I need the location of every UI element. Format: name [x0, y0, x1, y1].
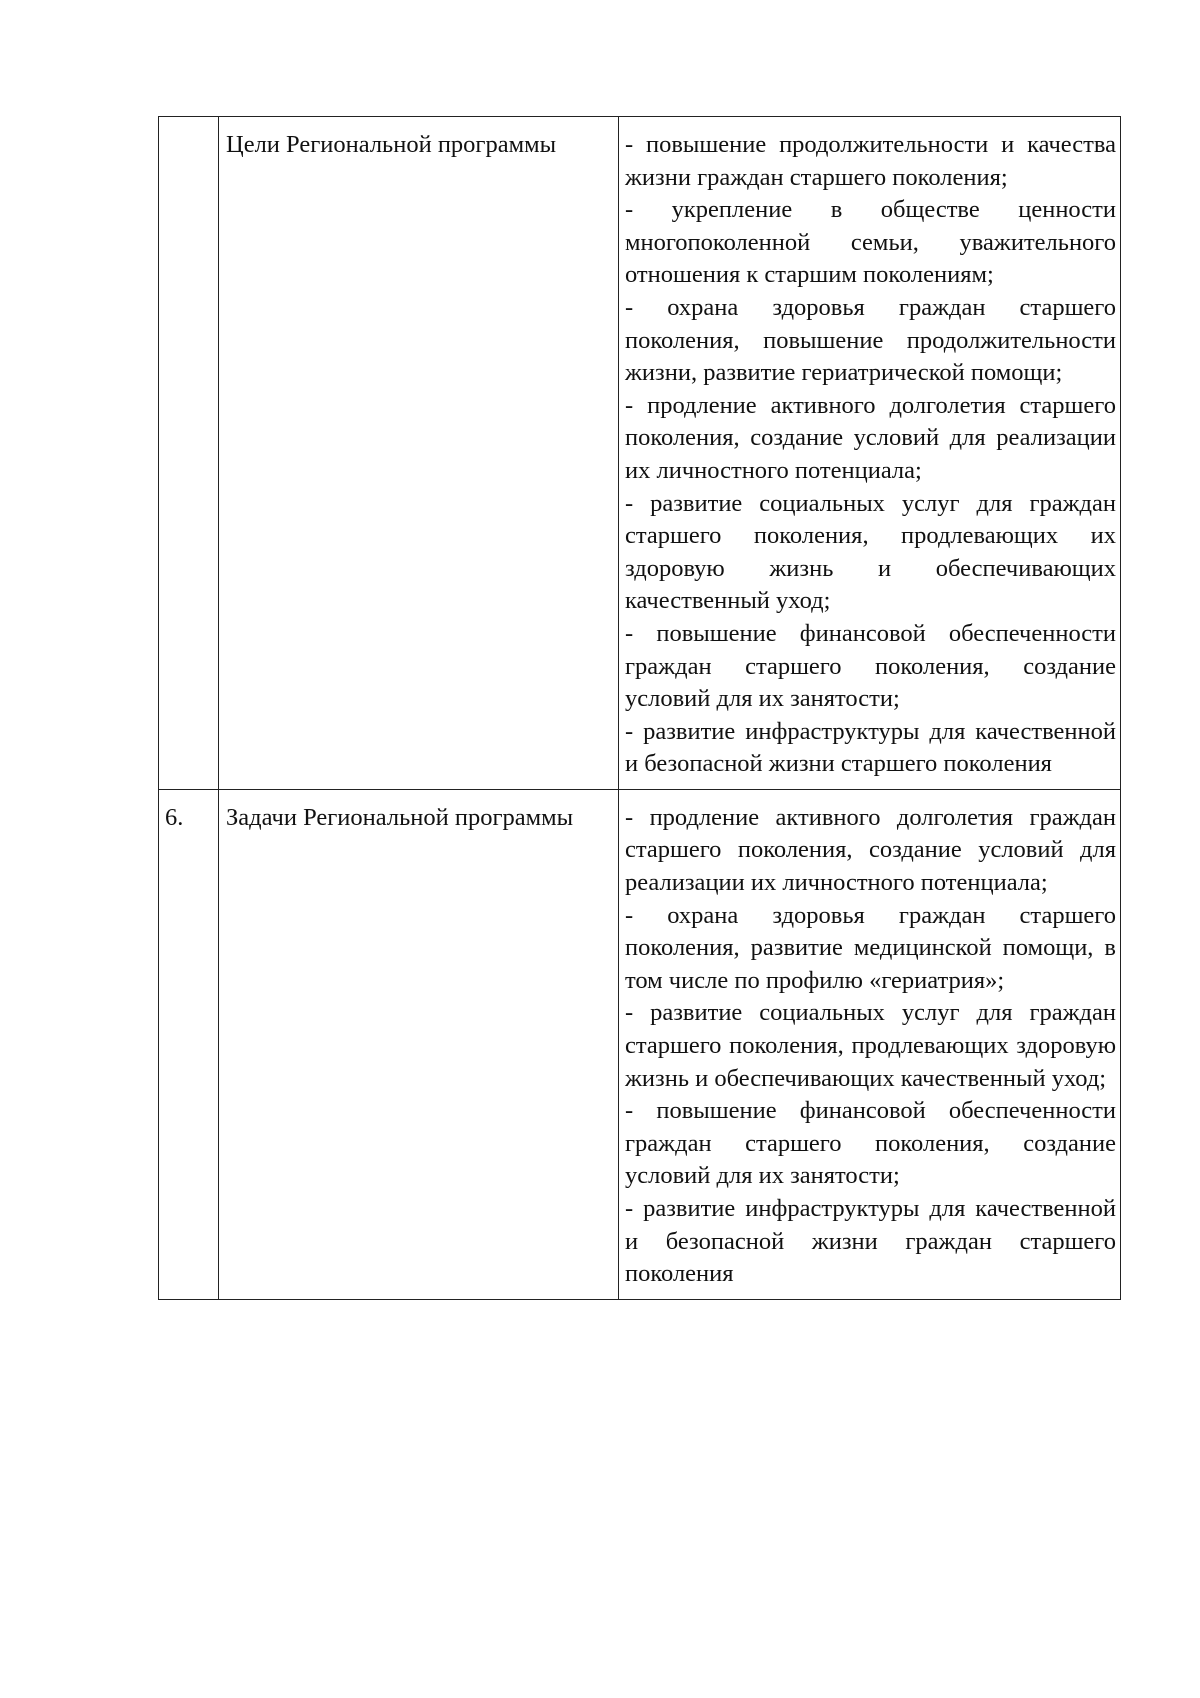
row-label-cell	[219, 117, 619, 790]
goal-item: - развитие инфраструктуры для качественной и безопасной жизни старшего поколения	[625, 717, 1116, 778]
goal-item: - повышение финансовой обеспеченности граждан старшего поколения, создание условий для их занятости;	[625, 619, 1116, 713]
table-row-goals	[159, 117, 1121, 790]
table-row-tasks	[159, 789, 1121, 1299]
goal-item: - повышение продолжительности и качества жизни граждан старшего поколения;	[625, 131, 1116, 191]
row-number-cell	[159, 789, 219, 1299]
task-item: - продление активного долголетия граждан старшего поколения, создание условий для реализации их личностного потенциала;	[625, 803, 1116, 897]
goal-item: - развитие социальных услуг для граждан старшего поколения, продлевающих их здоровую жизнь и обеспечивающих качественный уход;	[625, 489, 1116, 615]
tasks-list-cell	[619, 789, 1121, 1299]
task-item: - развитие социальных услуг для граждан старшего поколения, продлевающих здоровую жизнь и обеспечивающих качественный уход;	[625, 999, 1116, 1092]
goal-item: - укрепление в обществе ценности многопоколенной семьи, уважительного отношения к старшим поколениям;	[625, 196, 1116, 289]
task-item: - повышение финансовой обеспеченности граждан старшего поколения, создание условий для их занятости;	[625, 1097, 1116, 1190]
task-item: - развитие инфраструктуры для качественной и безопасной жизни граждан старшего поколения	[625, 1195, 1116, 1288]
task-item: - охрана здоровья граждан старшего поколения, развитие медицинской помощи, в том числе по профилю «гериатрия»;	[625, 901, 1116, 994]
goals-list-cell	[619, 117, 1121, 790]
row-label-tasks: Задачи Региональной программы	[226, 803, 574, 831]
row-number: 6.	[165, 803, 184, 831]
goal-item: - охрана здоровья граждан старшего поколения, повышение продолжительности жизни, развитие гериатрической помощи;	[625, 293, 1116, 387]
row-label-cell	[219, 789, 619, 1299]
goal-item: - продление активного долголетия старшего поколения, создание условий для реализации их личностного потенциала;	[625, 391, 1116, 484]
row-label-goals: Цели Региональной программы	[226, 131, 557, 158]
program-passport-table	[158, 116, 1121, 1300]
row-number-cell	[159, 117, 219, 790]
